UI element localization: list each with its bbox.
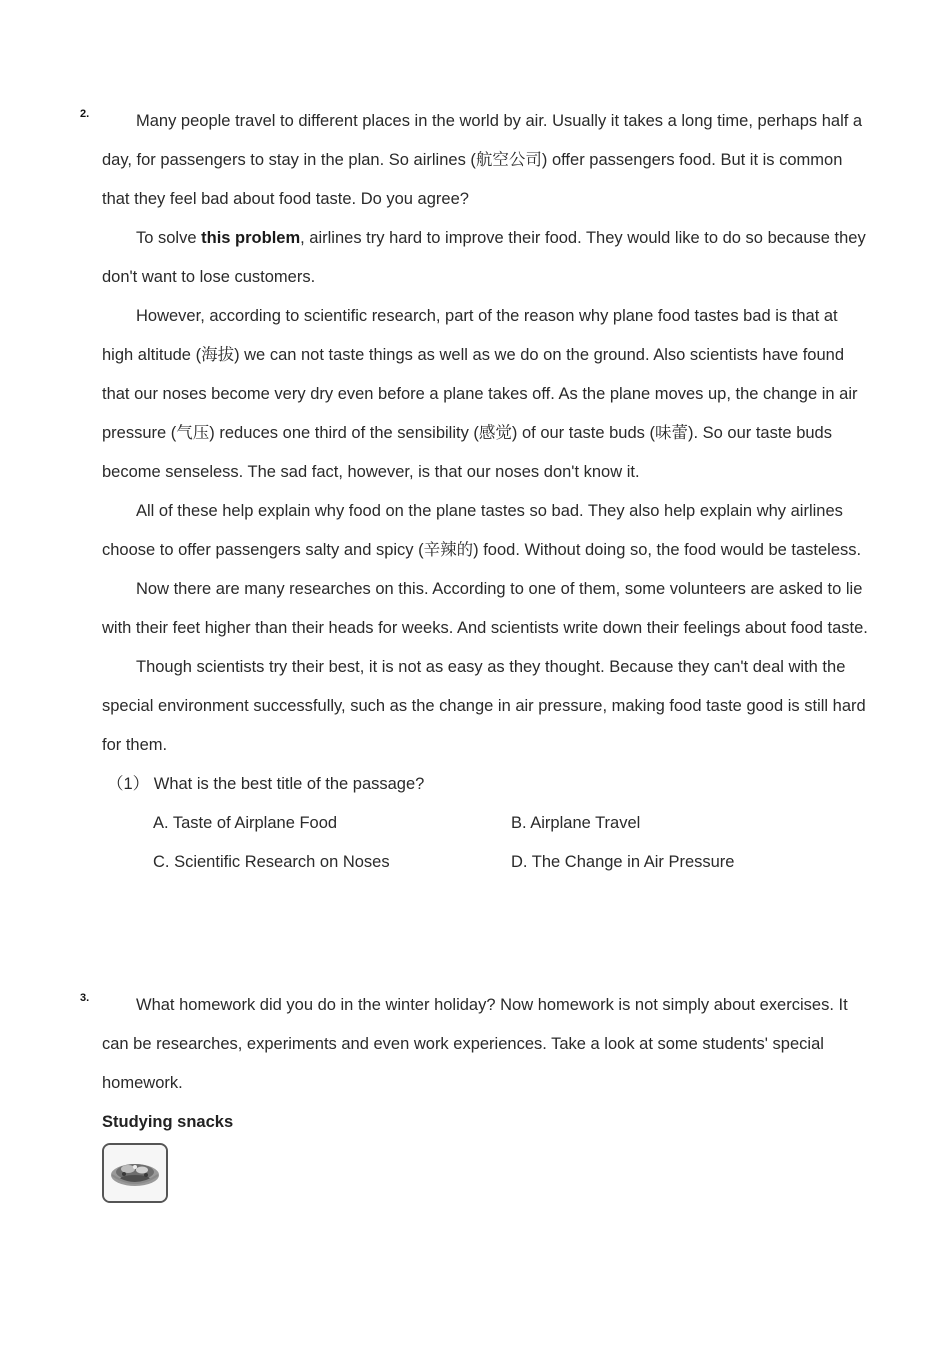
snack-illustration-icon [104,1145,166,1201]
options-row-1 [102,804,872,843]
option-b[interactable]: B. Airplane Travel [511,814,641,832]
paragraph-5: Now there are many researches on this. According to one of them, some volunteers are asked to lie with their feet higher than their heads for weeks. And scientists write down their feelings about food taste. [102,580,868,637]
paragraph-6: Though scientists try their best, it is not as easy as they thought. Because they can't deal with the special environment successfully, such as the change in air pressure, making food taste good is still hard for them. [102,658,866,754]
question-3-passage [102,986,872,1203]
paragraph-1: Many people travel to different places in the world by air. Usually it takes a long time, perhaps half a day, for passengers to stay in the plan. So airlines (航空公司) offer passengers food. But it is common that they feel bad about food taste. Do you agree? [102,112,863,208]
question-number-3: 3. [80,992,90,1004]
bold-phrase-this-problem: this problem [201,229,301,247]
paragraph-2 [102,219,872,297]
paragraph-2-end: , airlines try hard to improve their food. They would like to do so because they don't want to lose customers. [102,229,866,286]
question-number-2: 2. [80,108,90,120]
paragraph-4: All of these help explain why food on the plane tastes so bad. They also help explain why airlines choose to offer passengers salty and spicy (辛辣的) food. Without doing so, the food would be tasteless. [102,502,862,559]
q3-paragraph-1: What homework did you do in the winter holiday? Now homework is not simply about exercises. It can be researches, experiments and even work experiences. Take a look at some students' special homework. [102,996,848,1092]
option-c[interactable]: C. Scientific Research on Noses [153,853,390,871]
paragraph-3: However, according to scientific research, part of the reason why plane food tastes bad is that at high altitude (海拔) we can not taste things as well as we do on the ground. Also scientists have found that our noses become very dry even before a plane takes off. As the plane moves up, the change in air pressure (气压) reduces one third of the sensibility (感觉) of our taste buds (味蕾). So our taste buds become senseless. The sad fact, however, is that our noses don't know it. [102,307,858,481]
paragraph-2-start: To solve [136,229,202,247]
answer-options [102,804,872,882]
snack-image [102,1143,168,1203]
question-2-passage [102,102,872,882]
option-d[interactable]: D. The Change in Air Pressure [511,853,735,871]
sub-question-1: （1） What is the best title of the passage? [107,775,425,793]
options-row-2 [102,843,872,882]
option-a[interactable]: A. Taste of Airplane Food [153,814,338,832]
section-heading-studying-snacks: Studying snacks [102,1113,234,1131]
